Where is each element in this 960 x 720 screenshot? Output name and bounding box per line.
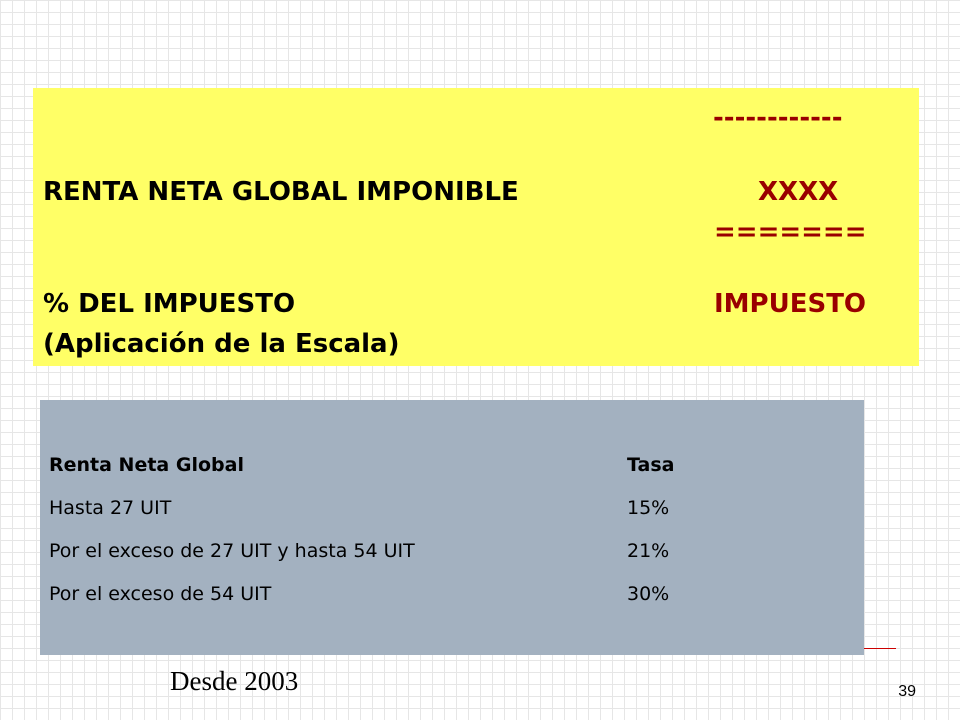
renta-neta-global-value: XXXX — [758, 177, 839, 207]
table-row-1-tasa: 15% — [627, 497, 670, 519]
aplicacion-escala-label: (Aplicación de la Escala) — [43, 329, 400, 359]
dash-separator: ------------ — [713, 103, 843, 133]
impuesto-value: IMPUESTO — [714, 289, 867, 319]
table-row-3-tasa: 30% — [627, 583, 670, 605]
percent-impuesto-label: % DEL IMPUESTO — [43, 289, 296, 319]
rate-table — [40, 400, 864, 655]
tax-summary-panel — [33, 88, 919, 366]
table-row-2-tasa: 21% — [627, 540, 670, 562]
decorative-red-line — [864, 648, 896, 649]
table-row-1-renta: Hasta 27 UIT — [49, 497, 172, 519]
table-row-2-renta: Por el exceso de 27 UIT y hasta 54 UIT — [49, 540, 415, 562]
table-header-renta: Renta Neta Global — [49, 454, 244, 476]
renta-neta-global-label: RENTA NETA GLOBAL IMPONIBLE — [43, 177, 519, 207]
table-row-3-renta: Por el exceso de 54 UIT — [49, 583, 272, 605]
table-header-tasa: Tasa — [627, 454, 675, 476]
page-number: 39 — [898, 683, 916, 700]
since-year-note: Desde 2003 — [170, 666, 299, 696]
equals-separator: ======= — [714, 217, 867, 247]
